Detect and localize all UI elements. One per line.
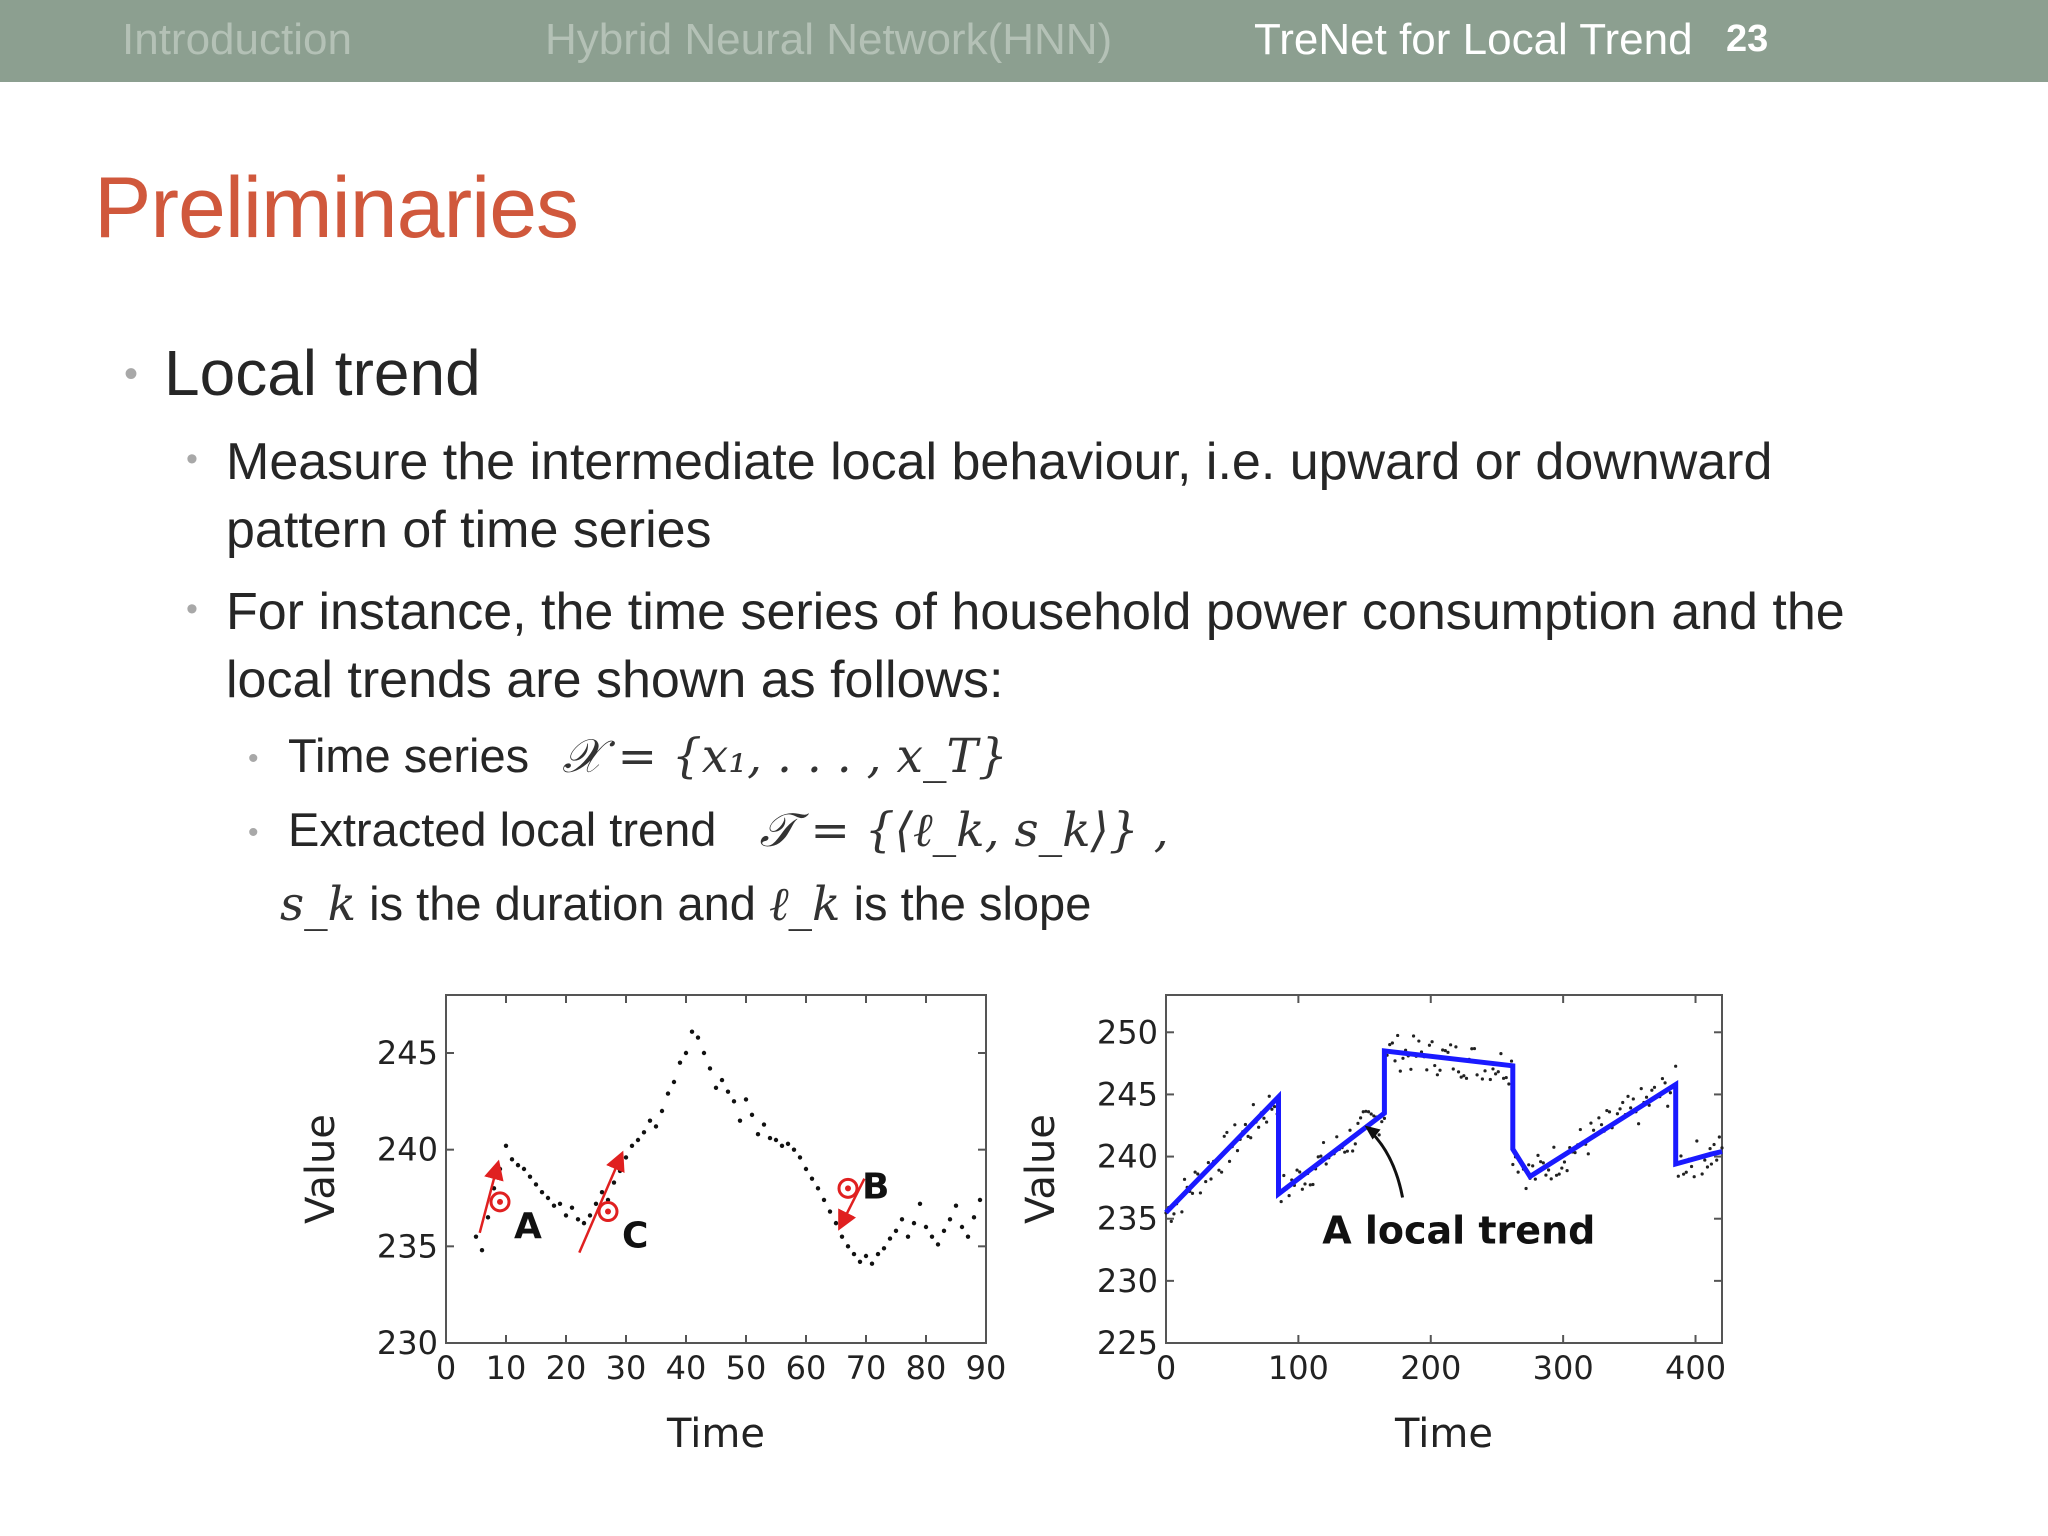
data-point [924, 1225, 928, 1229]
data-point [1718, 1135, 1721, 1138]
data-point [1527, 1163, 1530, 1166]
data-point [780, 1144, 784, 1148]
data-point [1690, 1165, 1693, 1168]
data-point [1645, 1096, 1648, 1099]
data-point [1621, 1101, 1624, 1104]
data-point [1566, 1169, 1569, 1172]
data-point [1494, 1072, 1497, 1075]
data-point [1412, 1034, 1415, 1037]
data-point [540, 1190, 544, 1194]
data-point [1444, 1049, 1447, 1052]
data-point [1183, 1178, 1186, 1181]
data-point [564, 1213, 568, 1217]
data-point [1217, 1169, 1220, 1172]
data-point [1663, 1081, 1666, 1084]
data-point [936, 1242, 940, 1246]
data-point [720, 1078, 724, 1082]
y-tick-label: 235 [1096, 1199, 1158, 1238]
data-point [1191, 1192, 1194, 1195]
data-point [588, 1213, 592, 1217]
x-tick-label: 90 [965, 1349, 1007, 1387]
local-trend-formula: 𝒯 = {⟨ℓ_k, s_k⟩} , [759, 803, 1169, 858]
x-tick-label: 70 [845, 1349, 887, 1387]
data-point [1172, 1212, 1175, 1215]
data-point [1425, 1068, 1428, 1071]
y-tick-label: 225 [1096, 1324, 1158, 1362]
data-point [1204, 1180, 1207, 1183]
data-point [1587, 1152, 1590, 1155]
data-point [1499, 1052, 1502, 1055]
data-point [576, 1217, 580, 1221]
data-point [1618, 1107, 1621, 1110]
data-point [1497, 1070, 1500, 1073]
data-point [1301, 1188, 1304, 1191]
data-point [1396, 1034, 1399, 1037]
data-point [612, 1180, 616, 1184]
marker-label: A [514, 1205, 542, 1247]
data-point [1703, 1158, 1706, 1161]
data-point [1640, 1087, 1643, 1090]
data-point [840, 1234, 844, 1238]
data-point [1280, 1200, 1283, 1203]
bullet-dot: • [248, 816, 259, 849]
data-point [642, 1130, 646, 1134]
data-point [732, 1099, 736, 1103]
data-point [1170, 1220, 1173, 1223]
data-point [678, 1060, 682, 1064]
annotation-label: A local trend [1322, 1208, 1596, 1253]
time-series-formula: 𝒳 = {x₁, . . . , x_T} [562, 729, 1008, 784]
data-point [1351, 1149, 1354, 1152]
data-point [1354, 1142, 1357, 1145]
x-tick-label: 40 [665, 1349, 707, 1387]
nav-introduction[interactable]: Introduction [122, 15, 352, 64]
data-point [1380, 1120, 1383, 1123]
data-point [1536, 1154, 1539, 1157]
data-point [1370, 1112, 1373, 1115]
slope-text: is the slope [853, 877, 1092, 930]
data-point [594, 1202, 598, 1206]
data-point [834, 1221, 838, 1225]
data-point [1462, 1074, 1465, 1077]
data-point [1288, 1194, 1291, 1197]
marker-center [605, 1209, 611, 1215]
data-point [1524, 1187, 1527, 1190]
data-point [1452, 1067, 1455, 1070]
bullet-local-trend: Local trend [164, 337, 481, 409]
data-point [804, 1167, 808, 1171]
data-point [582, 1221, 586, 1225]
chart-right-svg [1000, 970, 1760, 1470]
data-point [792, 1147, 796, 1151]
data-point [756, 1132, 760, 1136]
data-point [864, 1254, 868, 1258]
x-tick-label: 60 [785, 1349, 827, 1387]
data-point [1228, 1160, 1231, 1163]
data-point [1616, 1112, 1619, 1115]
data-point [1481, 1077, 1484, 1080]
data-point [852, 1252, 856, 1256]
data-point [942, 1229, 946, 1233]
marker-label: B [862, 1166, 890, 1208]
data-point [1378, 1133, 1381, 1136]
data-point [522, 1167, 526, 1171]
data-point [1268, 1095, 1271, 1098]
data-point [1592, 1129, 1595, 1132]
x-tick-label: 50 [725, 1349, 767, 1387]
data-point [1295, 1168, 1298, 1171]
page-number: 23 [1726, 18, 1769, 60]
marker-label: C [622, 1215, 649, 1257]
data-point [1491, 1067, 1494, 1070]
chart-left-svg [280, 970, 1020, 1470]
data-point [474, 1234, 478, 1238]
data-point [966, 1234, 970, 1238]
data-point [768, 1136, 772, 1140]
data-point [1542, 1161, 1545, 1164]
data-point [1473, 1047, 1476, 1050]
data-point [636, 1138, 640, 1142]
data-point [954, 1204, 958, 1208]
data-point [1685, 1171, 1688, 1174]
data-point [822, 1198, 826, 1202]
time-series-label: Time series [288, 729, 530, 782]
data-point [738, 1118, 742, 1122]
plot-frame [446, 995, 986, 1343]
data-point [828, 1209, 832, 1213]
data-point [1252, 1103, 1255, 1106]
data-point [1666, 1105, 1669, 1108]
time-series-item [288, 726, 1008, 787]
data-point [876, 1252, 880, 1256]
bullet-dot: • [186, 440, 198, 478]
data-point [1465, 1077, 1468, 1080]
data-point [918, 1202, 922, 1206]
data-point [912, 1221, 916, 1225]
data-point [1399, 1070, 1402, 1073]
data-point [1669, 1091, 1672, 1094]
data-point [1457, 1070, 1460, 1073]
y-tick-label: 245 [1096, 1075, 1158, 1114]
data-point [1679, 1154, 1682, 1157]
data-point [1209, 1177, 1212, 1180]
y-tick-label: 240 [1096, 1137, 1158, 1176]
x-tick-label: 0 [1155, 1349, 1177, 1387]
data-point [1489, 1078, 1492, 1081]
data-point [1346, 1150, 1349, 1153]
data-point [708, 1066, 712, 1070]
data-point [1282, 1174, 1285, 1177]
marker-center [497, 1199, 503, 1205]
data-point [1199, 1191, 1202, 1194]
local-trend-item [288, 800, 1169, 861]
y-tick-label: 240 [376, 1130, 438, 1169]
data-point [798, 1155, 802, 1159]
data-point [1563, 1160, 1566, 1163]
data-point [900, 1217, 904, 1221]
data-point [1715, 1158, 1718, 1161]
data-point [1507, 1082, 1510, 1085]
bullet-dot: • [124, 352, 139, 396]
data-point [1417, 1039, 1420, 1042]
data-point [528, 1175, 532, 1179]
sub-bullet-instance: For instance, the time series of household power consumption and the local trends are shown as follows: [226, 583, 1845, 709]
plot-frame [1166, 995, 1722, 1343]
data-point [1547, 1168, 1550, 1171]
data-point [1449, 1043, 1452, 1046]
data-point [1505, 1076, 1508, 1079]
data-point [1701, 1172, 1704, 1175]
data-point [1265, 1120, 1268, 1123]
y-tick-label: 245 [376, 1034, 438, 1072]
data-point [1359, 1116, 1362, 1119]
data-point [1325, 1162, 1328, 1165]
y-axis-label: Value [1018, 1114, 1064, 1224]
data-point [1220, 1171, 1223, 1174]
x-axis-label: Time [667, 1411, 765, 1457]
x-tick-label: 0 [435, 1349, 457, 1387]
data-point [516, 1163, 520, 1167]
data-point [1303, 1182, 1306, 1185]
data-point [1552, 1146, 1555, 1149]
duration-slope-line [280, 874, 1091, 935]
data-point [1436, 1073, 1439, 1076]
data-point [1194, 1170, 1197, 1173]
data-point [774, 1138, 778, 1142]
data-point [1454, 1045, 1457, 1048]
data-point [1706, 1165, 1709, 1168]
data-point [1249, 1136, 1252, 1139]
data-point [1695, 1139, 1698, 1142]
data-point [1367, 1110, 1370, 1113]
slope-symbol: ℓ_k [768, 877, 841, 932]
data-point [1517, 1171, 1520, 1174]
data-point [1244, 1123, 1247, 1126]
data-point [870, 1262, 874, 1266]
local-trend-label: Extracted local trend [288, 803, 717, 856]
data-point [1653, 1086, 1656, 1089]
data-point [648, 1118, 652, 1122]
data-point [1712, 1143, 1715, 1146]
data-point [1207, 1161, 1210, 1164]
y-tick-label: 230 [376, 1324, 438, 1362]
data-point [1483, 1069, 1486, 1072]
x-tick-label: 10 [485, 1349, 527, 1387]
data-point [1428, 1044, 1431, 1047]
x-tick-label: 400 [1664, 1349, 1727, 1387]
data-point [1335, 1135, 1338, 1138]
chart-right [1000, 970, 1760, 1475]
data-point [1511, 1163, 1514, 1166]
data-point [906, 1234, 910, 1238]
data-point [1531, 1164, 1534, 1167]
data-point [762, 1122, 766, 1126]
data-point [618, 1169, 622, 1173]
data-point [1597, 1116, 1600, 1119]
data-point [1550, 1177, 1553, 1180]
nav-trenet-local-trend[interactable]: TreNet for Local Trend [1254, 15, 1693, 64]
x-tick-label: 200 [1400, 1349, 1462, 1387]
data-point [630, 1144, 634, 1148]
x-tick-label: 100 [1267, 1349, 1329, 1387]
data-point [1180, 1210, 1183, 1213]
data-point [1322, 1141, 1325, 1144]
data-point [1544, 1173, 1547, 1176]
data-point [948, 1217, 952, 1221]
data-point [1430, 1040, 1433, 1043]
data-point [1475, 1073, 1478, 1076]
y-axis-label: Value [298, 1114, 344, 1224]
data-point [1710, 1162, 1713, 1165]
data-point [480, 1248, 484, 1252]
y-tick-label: 250 [1096, 1013, 1158, 1052]
data-point [1311, 1183, 1314, 1186]
data-point [672, 1080, 676, 1084]
data-point [1356, 1122, 1359, 1125]
data-point [1558, 1173, 1561, 1176]
data-point [534, 1182, 538, 1186]
data-point [1632, 1097, 1635, 1100]
data-point [1682, 1173, 1685, 1176]
marker-center [845, 1185, 851, 1191]
data-point [1637, 1122, 1640, 1125]
data-point [498, 1167, 502, 1171]
data-point [1600, 1123, 1603, 1126]
nav-hybrid-neural-network[interactable]: Hybrid Neural Network(HNN) [545, 15, 1113, 64]
data-point [972, 1215, 976, 1219]
data-point [1262, 1117, 1265, 1120]
data-point [552, 1204, 556, 1208]
data-point [978, 1198, 982, 1202]
x-tick-label: 20 [545, 1349, 587, 1387]
data-point [558, 1202, 562, 1206]
data-point [570, 1205, 574, 1209]
data-point [1348, 1129, 1351, 1132]
data-point [1626, 1095, 1629, 1098]
data-point [510, 1157, 514, 1161]
sub-bullet-measure: Measure the intermediate local behaviour, i.e. upward or downward pattern of time series [226, 433, 1773, 559]
data-point [1534, 1178, 1537, 1181]
data-point [750, 1113, 754, 1117]
x-tick-label: 30 [605, 1349, 647, 1387]
data-point [1661, 1077, 1664, 1080]
chart-left [280, 970, 1020, 1475]
data-point [1708, 1147, 1711, 1150]
data-point [1409, 1068, 1412, 1071]
data-point [930, 1234, 934, 1238]
data-point [816, 1186, 820, 1190]
data-point [666, 1091, 670, 1095]
data-point [696, 1035, 700, 1039]
data-point [1579, 1128, 1582, 1131]
bullet-dot: • [248, 742, 259, 775]
data-point [504, 1144, 508, 1148]
data-point [786, 1142, 790, 1146]
data-point [888, 1236, 892, 1240]
data-point [1446, 1051, 1449, 1054]
data-point [1236, 1149, 1239, 1152]
data-point [1393, 1059, 1396, 1062]
data-point [1319, 1154, 1322, 1157]
data-point [894, 1229, 898, 1233]
data-point [882, 1246, 886, 1250]
data-point [858, 1260, 862, 1264]
x-tick-label: 300 [1532, 1349, 1594, 1387]
data-point [486, 1215, 490, 1219]
data-point [1677, 1175, 1680, 1178]
x-axis-label: Time [1395, 1411, 1493, 1457]
data-point [624, 1155, 628, 1159]
data-point [1225, 1131, 1228, 1134]
data-point [1674, 1065, 1677, 1068]
data-point [1560, 1166, 1563, 1169]
data-point [1438, 1069, 1441, 1072]
duration-symbol: s_k [280, 877, 357, 932]
y-tick-label: 235 [376, 1227, 438, 1266]
data-point [1589, 1122, 1592, 1125]
data-point [702, 1051, 706, 1055]
data-point [1510, 1059, 1513, 1062]
bullet-dot: • [186, 590, 198, 628]
data-point [1223, 1135, 1226, 1138]
data-point [1257, 1126, 1260, 1129]
data-point [660, 1109, 664, 1113]
data-point [1196, 1172, 1199, 1175]
data-point [1391, 1041, 1394, 1044]
data-point [1650, 1089, 1653, 1092]
data-point [684, 1051, 688, 1055]
data-point [1608, 1110, 1611, 1113]
data-point [1401, 1057, 1404, 1060]
data-point [846, 1244, 850, 1248]
slide-title: Preliminaries [94, 160, 579, 256]
data-point [810, 1176, 814, 1180]
data-point [1388, 1043, 1391, 1046]
data-point [1383, 1117, 1386, 1120]
x-tick-label: 80 [905, 1349, 947, 1387]
data-point [960, 1225, 964, 1229]
data-point [744, 1097, 748, 1101]
data-point [726, 1089, 730, 1093]
data-point [1629, 1106, 1632, 1109]
data-point [1298, 1170, 1301, 1173]
y-tick-label: 230 [1096, 1261, 1158, 1300]
data-point [690, 1030, 694, 1034]
data-point [654, 1124, 658, 1128]
data-point [1693, 1175, 1696, 1178]
duration-text: is the duration and [369, 877, 756, 930]
data-point [714, 1086, 718, 1090]
data-point [546, 1196, 550, 1200]
data-point [1433, 1064, 1436, 1067]
data-point [1720, 1146, 1723, 1149]
data-point [1233, 1123, 1236, 1126]
